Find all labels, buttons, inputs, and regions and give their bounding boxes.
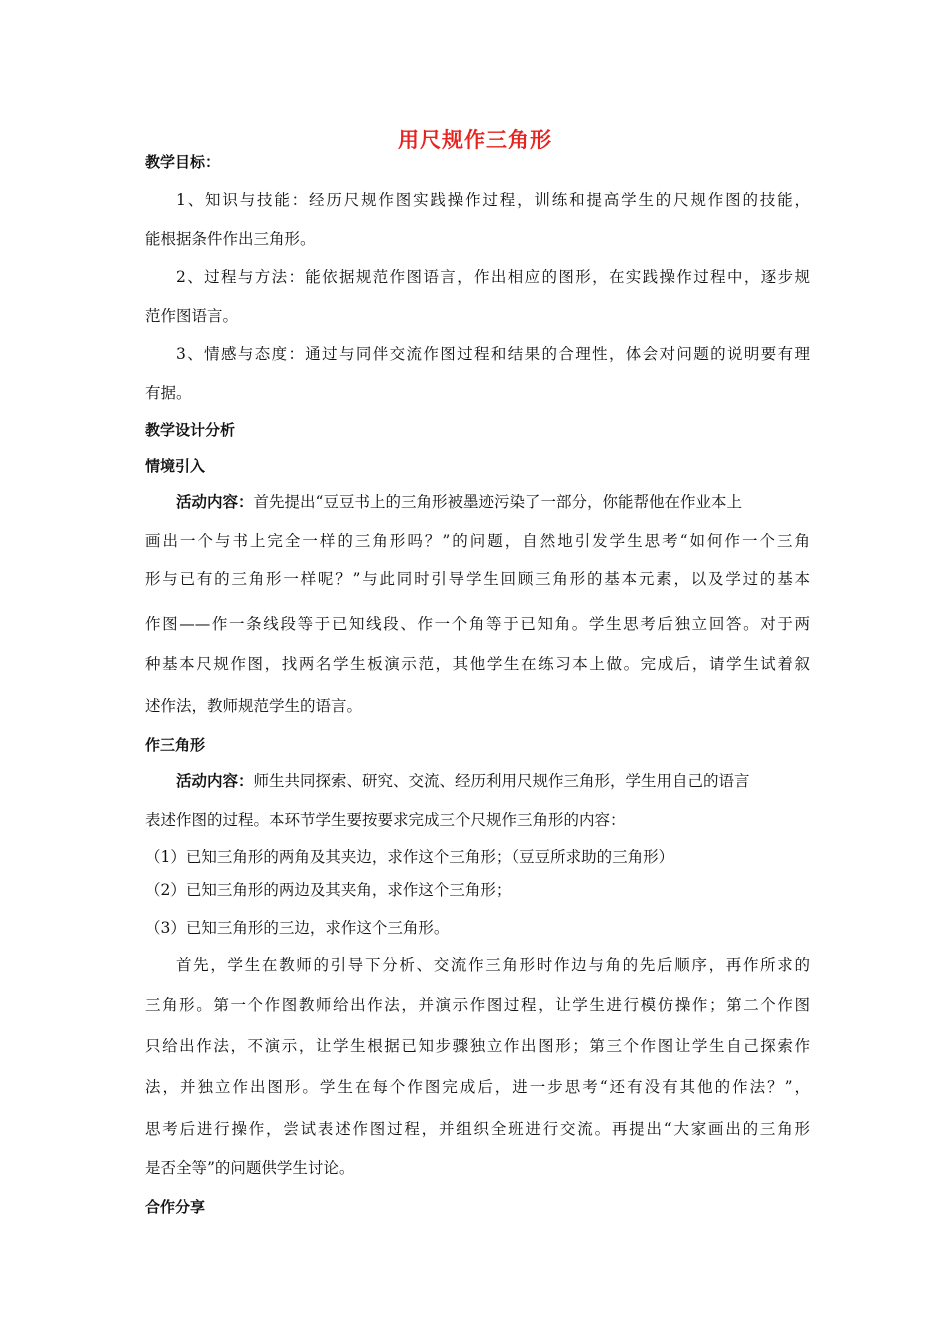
para-line4: 法，并独立作出图形。学生在每个作图完成后，进一步思考“还有没有其他的作法？”， xyxy=(145,1078,810,1096)
item-2: （2）已知三角形的两边及其夹角，求作这个三角形； xyxy=(145,881,512,899)
make-label: 活动内容： xyxy=(176,772,254,790)
page-title: 用尺规作三角形 xyxy=(398,128,552,152)
intro-line2: 画出一个与书上完全一样的三角形吗？”的问题，自然地引发学生思考“如何作一个三角 xyxy=(145,532,810,550)
goal3-line2: 有据。 xyxy=(145,384,192,402)
intro-heading: 情境引入 xyxy=(145,457,206,475)
item-3: （3）已知三角形的三边，求作这个三角形。 xyxy=(145,919,450,937)
item-1: （1）已知三角形的两角及其夹边，求作这个三角形；（豆豆所求助的三角形） xyxy=(145,848,675,866)
para-line6: 是否全等”的问题供学生讨论。 xyxy=(145,1159,355,1177)
goal2-line1: 2、过程与方法：能依据规范作图语言，作出相应的图形，在实践操作过程中，逐步规 xyxy=(176,268,810,286)
make-line1 xyxy=(176,771,810,791)
para-line5: 思考后进行操作，尝试表述作图过程，并组织全班进行交流。再提出“大家画出的三角形 xyxy=(145,1120,810,1138)
goals-heading: 教学目标： xyxy=(145,153,221,171)
para-line1: 首先，学生在教师的引导下分析、交流作三角形时作边与角的先后顺序，再作所求的 xyxy=(176,956,810,974)
share-heading: 合作分享 xyxy=(145,1198,206,1216)
para-line3: 只给出作法，不演示，让学生根据已知步骤独立作出图形；第三个作图让学生自己探索作 xyxy=(145,1037,810,1055)
intro-line6: 述作法，教师规范学生的语言。 xyxy=(145,697,363,715)
goal1-line2: 能根据条件作出三角形。 xyxy=(145,230,316,248)
goal3-line1: 3、情感与态度：通过与同伴交流作图过程和结果的合理性，体会对问题的说明要有理 xyxy=(176,345,810,363)
intro-line3: 形与已有的三角形一样呢？”与此同时引导学生回顾三角形的基本元素，以及学过的基本 xyxy=(145,570,810,588)
design-heading: 教学设计分析 xyxy=(145,421,236,439)
make-text: 师生共同探索、研究、交流、经历利用尺规作三角形，学生用自己的语言 xyxy=(253,772,750,790)
intro-line5: 种基本尺规作图，找两名学生板演示范，其他学生在练习本上做。完成后，请学生试着叙 xyxy=(145,655,810,673)
goal1-line1: 1、知识与技能：经历尺规作图实践操作过程，训练和提高学生的尺规作图的技能， xyxy=(176,191,810,209)
make-line2: 表述作图的过程。本环节学生要按要求完成三个尺规作三角形的内容： xyxy=(145,811,626,829)
intro-label: 活动内容： xyxy=(176,493,254,511)
intro-text: 首先提出“豆豆书上的三角形被墨迹污染了一部分，你能帮他在作业本上 xyxy=(253,493,742,511)
intro-line1 xyxy=(176,492,810,512)
intro-line4: 作图——作一条线段等于已知线段、作一个角等于已知角。学生思考后独立回答。对于两 xyxy=(145,615,810,633)
make-heading: 作三角形 xyxy=(145,736,206,754)
goal2-line2: 范作图语言。 xyxy=(145,307,239,325)
para-line2: 三角形。第一个作图教师给出作法，并演示作图过程，让学生进行模仿操作；第二个作图 xyxy=(145,996,810,1014)
